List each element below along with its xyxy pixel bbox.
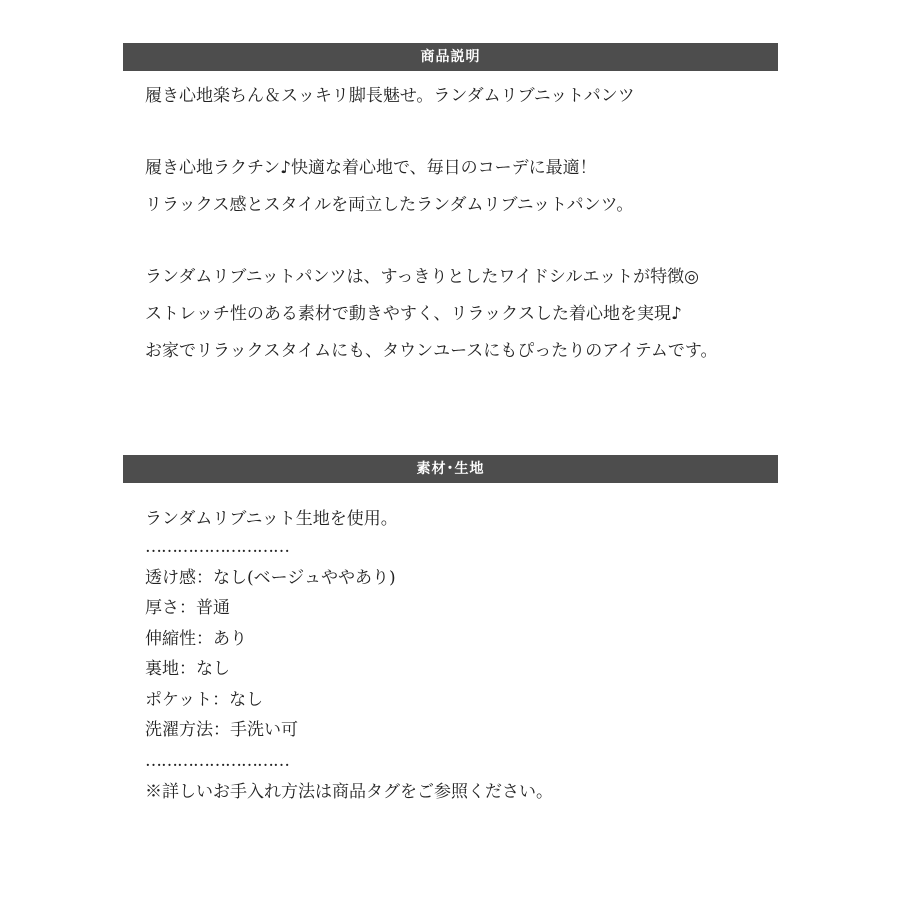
description-line: 履き心地ラクチン♪快適な着心地で、毎日のコーデに最適！ [145, 158, 597, 178]
care-note: ※詳しいお手入れ方法は商品タグをご参照ください。 [145, 782, 553, 802]
description-line: お家でリラックスタイムにも、タウンユースにもぴったりのアイテムです。 [145, 341, 718, 361]
material-intro: ランダムリブニット生地を使用。 [145, 509, 398, 529]
section-header-description: 商品説明 [123, 43, 778, 71]
description-line: リラックス感とスタイルを両立したランダムリブニットパンツ。 [145, 195, 634, 215]
spec-item: 裏地：なし [145, 659, 230, 679]
spec-item: 伸縮性：あり [145, 629, 247, 649]
spec-item: ポケット：なし [145, 690, 264, 710]
description-line: ストレッチ性のある素材で動きやすく、リラックスした着心地を実現♪ [145, 304, 682, 324]
spec-item: 洗濯方法：手洗い可 [145, 720, 298, 740]
product-headline: 履き心地楽ちん＆スッキリ脚長魅せ。ランダムリブニットパンツ [145, 86, 635, 106]
spec-item: 厚さ：普通 [145, 598, 230, 618]
dotted-divider: ……………………… [145, 751, 289, 771]
dotted-divider: ……………………… [145, 537, 289, 557]
description-line: ランダムリブニットパンツは、すっきりとしたワイドシルエットが特徴◎ [145, 267, 699, 287]
spec-item: 透け感：なし(ベージュややあり) [145, 568, 396, 588]
section-header-material: 素材･生地 [123, 455, 778, 483]
